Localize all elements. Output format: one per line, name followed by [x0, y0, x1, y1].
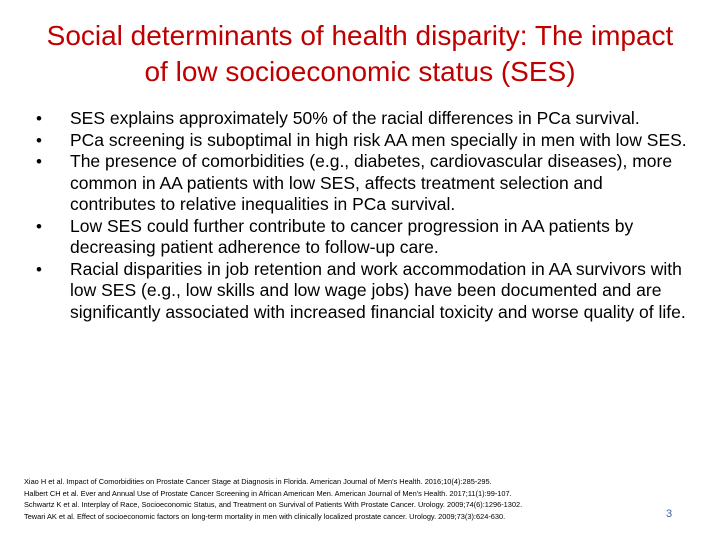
bullet-marker: •: [36, 130, 42, 150]
bullet-item: [30, 151, 690, 216]
bullet-item: [30, 216, 690, 259]
title-line-2: of low socioeconomic status (SES): [144, 56, 576, 87]
bullet-marker: •: [36, 259, 42, 279]
bullet-text: SES explains approximately 50% of the racial differences in PCa survival.: [70, 108, 640, 128]
title-line-1: Social determinants of health disparity: The impact: [46, 20, 674, 51]
bullet-text: PCa screening is suboptimal in high risk AA men specially in men with low SES.: [70, 129, 687, 150]
slide-title: [20, 18, 700, 90]
bullet-item: [30, 108, 690, 130]
page-number: 3: [666, 508, 673, 520]
bullet-text: The presence of comorbidities (e.g., diabetes, cardiovascular diseases), more common in AA patients with low SES, affects treatment selection and contributes to relative inequalities in PCa survival.: [70, 151, 673, 214]
reference-item: Halbert CH et al. Ever and Annual Use of Prostate Cancer Screening in African American Men. American Journal of Men's Health. 2017;11(1):99-107.: [24, 488, 512, 498]
bullet-marker: •: [36, 109, 42, 128]
reference-item: Xiao H et al. Impact of Comorbidities on Prostate Cancer Stage at Diagnosis in Florida. American Journal of Men's Health. 2016;10(4):285-295.: [24, 477, 492, 486]
reference-item: Schwartz K et al. Interplay of Race, Socioeconomic Status, and Treatment on Survival of Patients With Prostate Cancer. Urology. 2009;74(6):1296-1302.: [24, 500, 523, 509]
bullet-item: [30, 130, 690, 152]
bullet-item: [30, 259, 690, 324]
bullet-text: Racial disparities in job retention and work accommodation in AA survivors with low SES (e.g., low skills and low wage jobs) have been documented and are significantly associated with increased financial toxicity and worse quality of life.: [70, 258, 686, 322]
reference-item: Tewari AK et al. Effect of socioeconomic factors on long-term mortality in men with clinically localized prostate cancer. Urology. 2009;73(3):624-630.: [24, 511, 506, 521]
references: [24, 476, 664, 522]
bullet-marker: •: [36, 216, 42, 236]
bullet-list: [30, 108, 690, 323]
bullet-marker: •: [36, 152, 42, 171]
bullet-text: Low SES could further contribute to cancer progression in AA patients by decreasing patient adherence to follow-up care.: [70, 215, 634, 257]
